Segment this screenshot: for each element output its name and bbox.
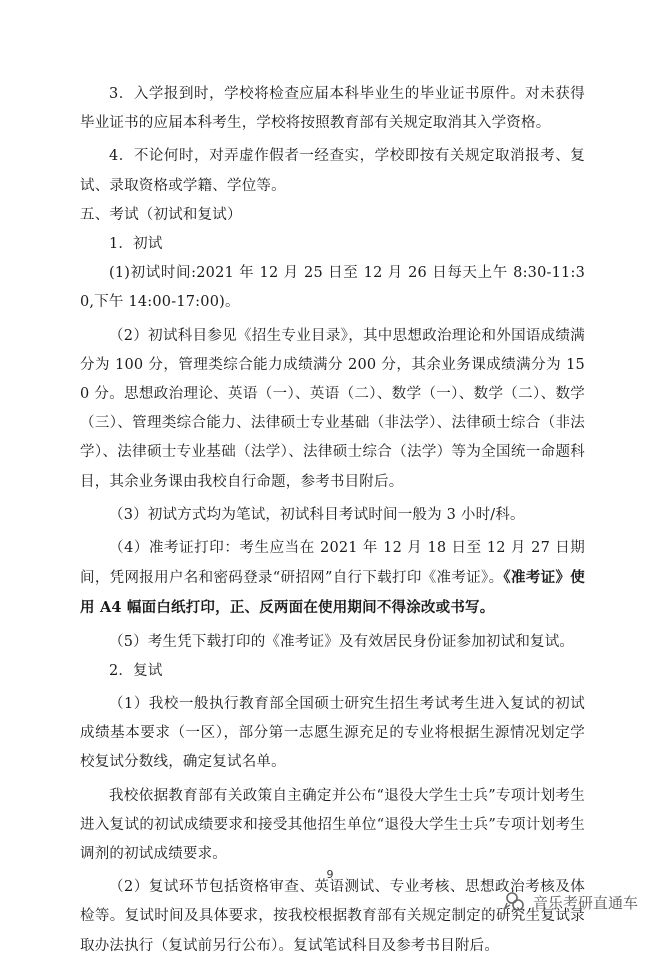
watermark-text: 音乐考研直通车 [532, 893, 638, 912]
wechat-channel-icon [503, 891, 527, 913]
admission-ticket-text: （4）准考证打印：考生应当在 2021 年 12 月 18 日至 12 月 27 日期间，凭网报用户名和密码登录“研招网”自行下载打印《准考证》。 [80, 540, 585, 587]
section-5-heading: 五、考试（初试和复试） [80, 206, 242, 223]
clause-3-enrollment-check: 3．入学报到时，学校将检查应届本科毕业生的毕业证书原件。对未获得毕业证书的应届本科考生，学校将按照教育部有关规定取消其入学资格。 [80, 86, 585, 132]
admission-ticket-bold-text: 《准考证》使用 A4 幅面白纸打印，正、反两面在使用期间不得涂改或书写。 [80, 569, 585, 617]
channel-watermark [503, 891, 638, 913]
admission-ticket-paragraph [80, 534, 585, 624]
subsection-1-heading: 1．初试 [109, 236, 163, 253]
veteran-plan-paragraph: 我校依据教育部有关政策自主确定并公布“退役大学生士兵”专项计划考生进入复试的初试成绩要求和接受其他招生单位“退役大学生士兵”专项计划考生调剂的初试成绩要求。 [80, 787, 585, 863]
prelim-time-paragraph: (1)初试时间:2021 年 12 月 25 日至 12 月 26 日每天上午 8:30-11:30,下午 14:00-17:00)。 [80, 265, 585, 311]
page-number: 9 [326, 868, 334, 881]
document-body [80, 80, 585, 961]
retest-line-paragraph: （1）我校一般执行教育部全国硕士研究生招生考试考生进入复试的初试成绩基本要求（一区），部分第一志愿生源充足的专业将根据生源情况划定学校复试分数线，确定复试名单。 [80, 696, 585, 771]
prelim-subjects-paragraph: （2）初试科目参见《招生专业目录》，其中思想政治理论和外国语成绩满分为 100 分，管理类综合能力成绩满分 200 分，其余业务课成绩满分为 150 分。思想政治理论、英语（一）、英语（二）、数学（一）、数学（二）、数学（三）、管理类综合能力、法律硕士专业基础（非法学）、法律硕士综合（非法学）、法律硕士专业基础（法学）、法律硕士综合（法学）等为全国统一命题科目，其余业务课由我校自行命题，参考书目附后。 [80, 327, 585, 490]
prelim-method-paragraph: （3）初试方式均为笔试，初试科目考试时间一般为 3 小时/科。 [109, 506, 525, 523]
id-card-paragraph: （5）考生凭下载打印的《准考证》及有效居民身份证参加初试和复试。 [109, 633, 575, 650]
clause-4-fraud-policy: 4．不论何时，对弄虚作假者一经查实，学校即按有关规定取消报考、复试、录取资格或学籍、学位等。 [80, 148, 585, 194]
subsection-2-heading: 2．复试 [109, 662, 163, 679]
retest-process-paragraph: （2）复试环节包括资格审查、英语测试、专业考核、思想政治考核及体检等。复试时间及具体要求，按我校根据教育部有关规定制定的研究生复试录取办法执行（复试前另行公布）。复试笔试科目及参考书目附后。 [80, 879, 585, 954]
